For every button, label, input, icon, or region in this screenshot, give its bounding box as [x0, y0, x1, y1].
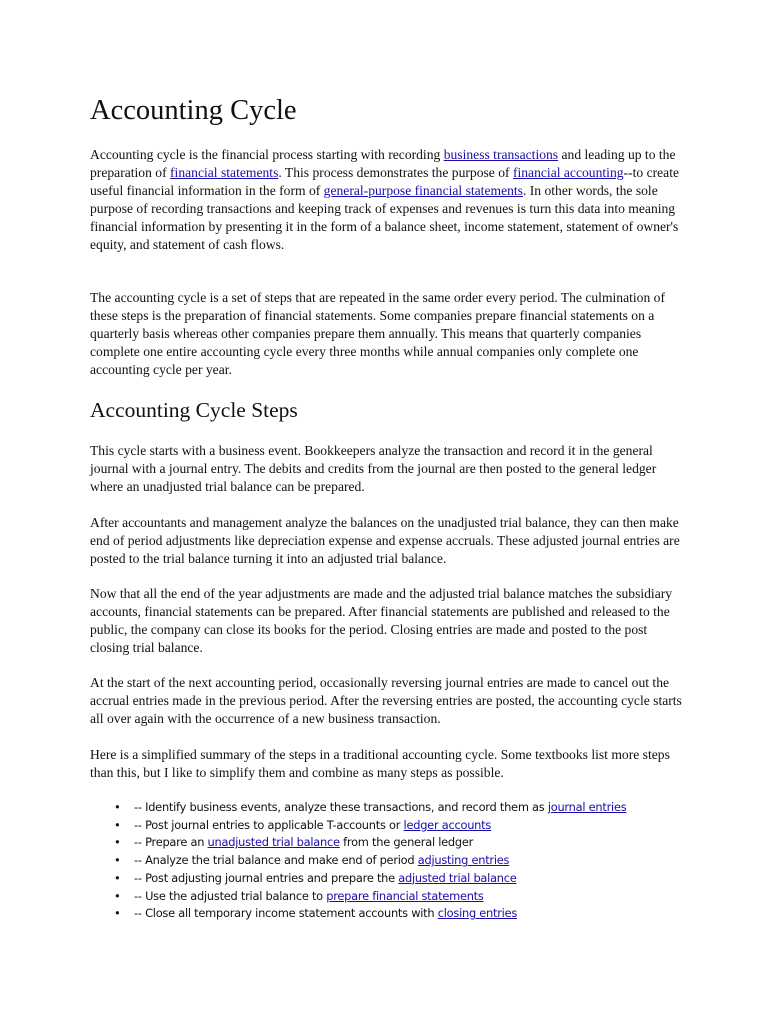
link-financial-accounting[interactable]: financial accounting	[512, 165, 624, 180]
step-text: -- Close all temporary income statement accounts with	[134, 906, 438, 921]
list-item	[90, 834, 690, 852]
step-link[interactable]: ledger accounts	[403, 817, 492, 832]
bullet-icon: •	[114, 906, 121, 921]
step-text: -- Use the adjusted trial balance to	[134, 888, 327, 903]
bullet-icon: •	[114, 853, 121, 868]
paragraph-cycle-start: This cycle starts with a business event. Bookkeepers analyze the transaction and record it in the general journal with a journal entry. The debits and credits from the journal are then posted to the general ledger where an unadjusted trial balance can be prepared.	[90, 443, 657, 494]
paragraph-adjustments: After accountants and management analyze the balances on the unadjusted trial balance, they can then make end of period adjustments like depreciation expense and expense accruals. These adjusted journal entries are posted to the trial balance turning it into an adjusted trial balance.	[90, 515, 680, 566]
step-text: -- Prepare an	[134, 835, 208, 850]
section-heading-steps: Accounting Cycle Steps	[90, 398, 298, 422]
step-link[interactable]: journal entries	[547, 800, 627, 814]
list-item	[90, 888, 690, 906]
step-link[interactable]: closing entries	[437, 906, 518, 921]
step-text: -- Post adjusting journal entries and prepare the	[134, 870, 399, 885]
intro-text-4: --to create useful financial information in the form of	[90, 165, 680, 198]
list-item	[90, 817, 690, 835]
step-text: -- Post journal entries to applicable T-accounts or	[134, 817, 404, 832]
step-text-after: from the general ledger	[339, 835, 474, 850]
bullet-icon: •	[114, 800, 121, 814]
paragraph-summary-intro: Here is a simplified summary of the steps in a traditional accounting cycle. Some textbooks list more steps than this, but I like to simplify them and combine as many steps as possible.	[90, 747, 670, 780]
intro-text-2: and leading up to the preparation of	[90, 147, 676, 180]
list-item	[90, 799, 690, 817]
paragraph-financial-statements: Now that all the end of the year adjustments are made and the adjusted trial balance matches the subsidiary accounts, financial statements can be prepared. After financial statements are published and released to the public, the company can close its books for the period. Closing entries are made and posted to the post closing trial balance.	[90, 586, 673, 655]
intro-text-5: . In other words, the sole purpose of recording transactions and keeping track of expenses and revenues is turn this data into meaning financial information by presenting it in the form of a balance sheet, income statement, statement of owner's equity, and statement of cash flows.	[90, 183, 679, 252]
step-link[interactable]: adjusting entries	[417, 853, 510, 868]
link-business-transactions[interactable]: business transactions	[443, 147, 559, 162]
steps-list	[90, 799, 690, 923]
intro-paragraph	[90, 146, 682, 254]
link-general-purpose-financial-statements[interactable]: general-purpose financial statements	[323, 183, 523, 198]
step-text: -- Analyze the trial balance and make end of period	[134, 853, 418, 868]
intro-text-3: . This process demonstrates the purpose of	[278, 165, 513, 180]
bullet-icon: •	[114, 888, 121, 903]
intro-text-1: Accounting cycle is the financial process starting with recording	[90, 147, 444, 162]
page-title: Accounting Cycle	[90, 95, 297, 126]
bullet-icon: •	[114, 817, 121, 832]
bullet-icon: •	[114, 835, 121, 850]
step-link[interactable]: unadjusted trial balance	[207, 835, 340, 850]
list-item	[90, 852, 690, 870]
paragraph-cycle-definition: The accounting cycle is a set of steps that are repeated in the same order every period. The culmination of these steps is the preparation of financial statements. Some companies prepare financial statements on a quarterly basis whereas other companies prepare them annually. This means that quarterly companies complete one entire accounting cycle every three months while annual companies only complete one accounting cycle per year.	[90, 290, 665, 377]
list-item	[90, 905, 690, 923]
step-text: -- Identify business events, analyze these transactions, and record them as	[134, 800, 548, 814]
step-link[interactable]: prepare financial statements	[326, 888, 484, 903]
step-link[interactable]: adjusted trial balance	[398, 870, 517, 885]
paragraph-reversing-entries: At the start of the next accounting period, occasionally reversing journal entries are made to cancel out the accrual entries made in the previous period. After the reversing entries are posted, the accounting cycle starts all over again with the occurrence of a new business transaction.	[90, 675, 682, 726]
list-item	[90, 870, 690, 888]
link-financial-statements[interactable]: financial statements	[170, 165, 279, 180]
bullet-icon: •	[114, 870, 121, 885]
